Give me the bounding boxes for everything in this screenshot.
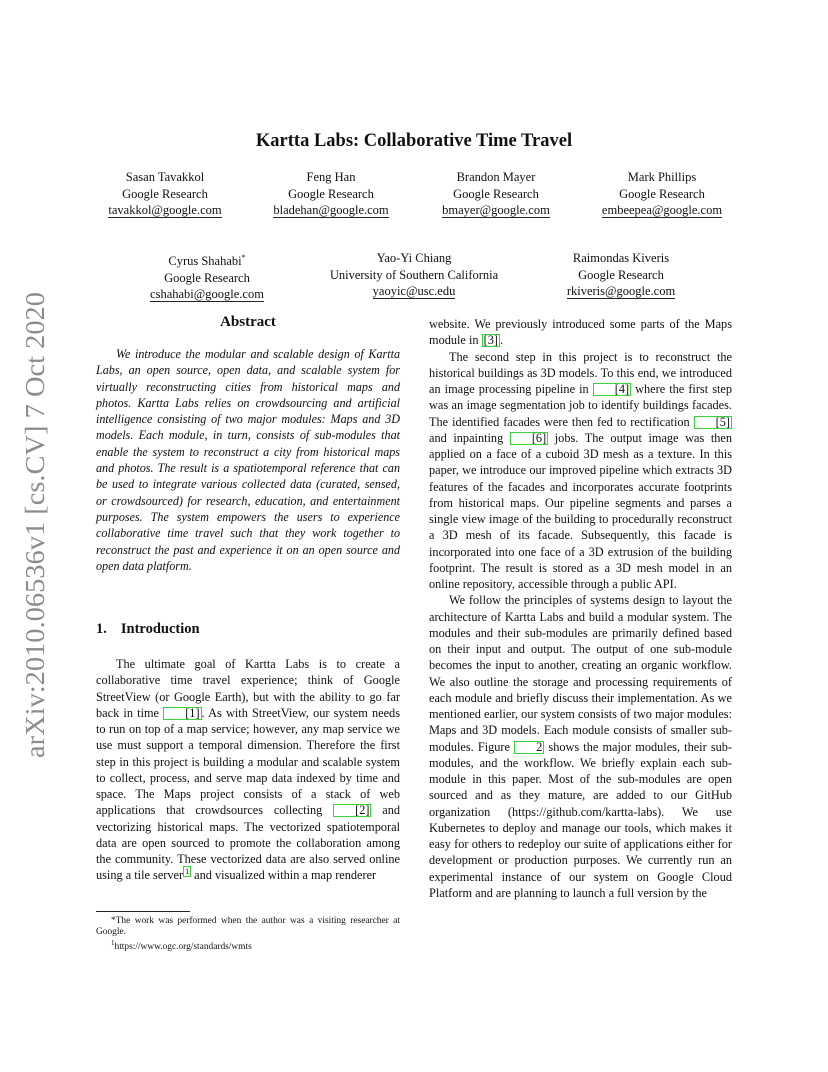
footnote-mark: * bbox=[241, 253, 246, 262]
footnote-url[interactable]: https://www.ogc.org/standards/wmts bbox=[114, 942, 252, 953]
citation-link[interactable]: [1] bbox=[163, 707, 201, 720]
author-block bbox=[312, 250, 516, 300]
author-name: Feng Han bbox=[306, 170, 356, 184]
footnotes bbox=[96, 916, 400, 953]
footnote-affiliation-note: *The work was performed when the author was a visiting researcher at Google. bbox=[96, 916, 400, 937]
citation-link[interactable]: [2] bbox=[333, 804, 371, 817]
citation-link[interactable]: [4] bbox=[593, 383, 631, 396]
paragraph: The ultimate goal of Kartta Labs is to create a collaborative time travel experience; think of Google StreetView (or Google Earth), but with the ability to go far back in time [1] . As with StreetView, our system needs to run on top of a map service; however, any map service we use must support a temporal dimension. Therefore the first step in this project is building a modular and scalable system to collect, process, and serve map data indexed by time and space. The Maps project consists of a stack of web applications that crowdsources collecting [2] and vectorizing historical maps. The vectorized spatiotemporal data are open sourced to promote the collaboration among the community. These vectorized data are also served online using a tile server $^1$ and visualized within a map renderer bbox=[96, 657, 400, 883]
author-block bbox=[426, 169, 566, 219]
citation-link[interactable]: [6] bbox=[510, 432, 548, 445]
right-column-text bbox=[429, 316, 732, 901]
footnote-number: 1 bbox=[111, 939, 115, 947]
author-email[interactable]: bladehan@google.com bbox=[273, 203, 389, 217]
paragraph: website. We previously introduced some parts of the Maps module in [3] . bbox=[429, 317, 732, 348]
author-name: Mark Phillips bbox=[627, 170, 697, 184]
citation-link[interactable]: [3] bbox=[483, 333, 498, 348]
arxiv-stamp bbox=[10, 290, 54, 760]
author-block bbox=[551, 250, 691, 300]
citation-link[interactable]: [5] bbox=[694, 416, 732, 429]
author-block bbox=[587, 169, 737, 219]
paragraph: We follow the principles of systems design to layout the architecture of Kartta Labs and build a modular system. The modules and their sub-modules are primarily defined based on their input and output. The output of one sub-module becomes the input to another, creating an organic workflow. We also outline the storage and processing requirements of each module and briefly discuss their implementation. As we mentioned earlier, our system consists of two major modules: Maps and 3D models. Each module consists of smaller sub-modules. Figure 2 shows the major modules, their sub-modules, and the workflow. We briefly explain each sub-module in this paper. Most of the sub-modules are open sourced and as they mature, are added to our GitHub organization (https://github.com/kartta-labs). We use Kubernetes to deploy and manage our tools, which makes it easy for others to redeploy our suite of applications either for development or production purposes. We currently run an experimental instance of our system on Google Cloud Platform and are planning to launch a full version by the bbox=[429, 593, 732, 900]
author-name: Raimondas Kiveris bbox=[572, 251, 670, 265]
author-name: Sasan Tavakkol bbox=[125, 170, 205, 184]
author-email[interactable]: tavakkol@google.com bbox=[108, 203, 222, 217]
section-heading-introduction bbox=[96, 621, 400, 638]
author-block bbox=[95, 169, 235, 219]
abstract-text: We introduce the modular and scalable design of Kartta Labs, an open source, open data, and scalable system for virtually reconstructing cities from historical maps and photos. Kartta Labs relies on crowdsourcing and artificial intelligence consisting of two major modules: Maps and 3D models. Each module, in turn, consists of sub-modules that enable the system to reconstruct a city from historical maps and photos. The result is a spatiotemporal reference that can be used to integrate various collected data (curated, sensed, or crowdsourced) for research, education, and entertainment purposes. The system empowers the users to experience collaborative time travel such that they work together to reconstruct the past and experience it on an open source and open data platform. bbox=[96, 347, 400, 573]
section-number: 1. bbox=[96, 621, 107, 637]
author-name: Cyrus Shahabi bbox=[168, 254, 242, 269]
author-affiliation: University of Southern California bbox=[329, 267, 499, 282]
left-column-text bbox=[96, 656, 400, 884]
paper-title: Kartta Labs: Collaborative Time Travel bbox=[255, 131, 573, 151]
arxiv-identifier: arXiv:2010.06536v1 [cs.CV] 7 Oct 2020 bbox=[20, 315, 50, 758]
abstract-heading: Abstract bbox=[220, 314, 276, 330]
author-email[interactable]: bmayer@google.com bbox=[442, 203, 550, 217]
author-email[interactable]: embeepea@google.com bbox=[601, 203, 723, 217]
author-name: Brandon Mayer bbox=[456, 170, 536, 184]
author-email[interactable]: cshahabi@google.com bbox=[150, 287, 264, 302]
author-block bbox=[137, 250, 277, 303]
author-email[interactable]: yaoyic@usc.edu bbox=[372, 284, 456, 298]
section-title: Introduction bbox=[120, 621, 200, 637]
author-name: Yao-Yi Chiang bbox=[376, 251, 452, 265]
author-affiliation: Google Research bbox=[288, 186, 374, 201]
figure-link[interactable]: 2 bbox=[514, 741, 544, 754]
author-affiliation: Google Research bbox=[619, 186, 705, 201]
author-email[interactable]: rkiveris@google.com bbox=[566, 284, 676, 298]
author-affiliation: Google Research bbox=[164, 270, 250, 285]
author-affiliation: Google Research bbox=[122, 186, 208, 201]
author-affiliation: Google Research bbox=[453, 186, 539, 201]
author-affiliation: Google Research bbox=[578, 267, 664, 282]
footnote-divider bbox=[96, 911, 190, 912]
footnote-link[interactable]: 1 bbox=[185, 867, 190, 877]
paragraph: The second step in this project is to reconstruct the historical buildings as 3D models. To this end, we introduced an image processing pipeline in [4] where the first step was an image segmentation job to identify buildings facades. The identified facades were then fed to rectification [5] and inpainting [6] jobs. The output image was then applied on a face of a cuboid 3D mesh as a texture. In this paper, we introduce our improved pipeline which extracts 3D features of the facades and incorporates accurate footprints from historical maps. Our pipeline segments and parses a single view image of the building to procedurally reconstruct a 3D mesh of its facade. Subsequently, this facade is incorporated into one face of a 3D extrusion of the building footprint. The result is stored as a 3D mesh model in an online repository, accessible through a public API. bbox=[429, 349, 732, 591]
author-block bbox=[256, 169, 406, 219]
